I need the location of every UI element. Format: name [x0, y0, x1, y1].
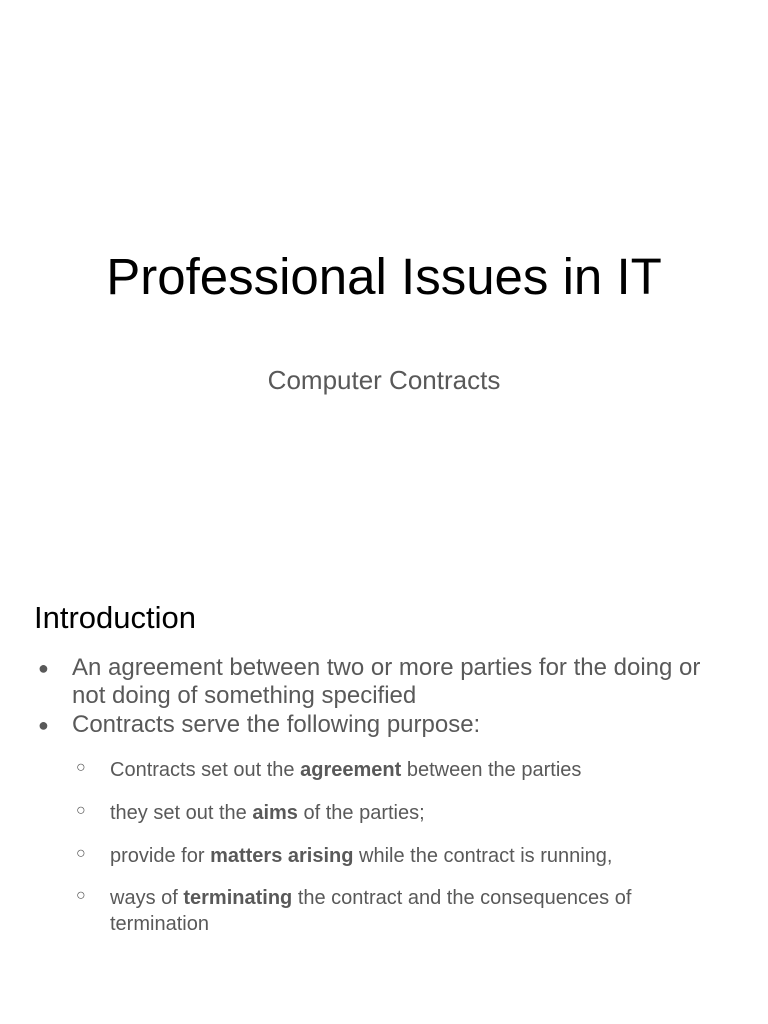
bullet-text: An agreement between two or more parties for the doing or not doing of something specified — [72, 654, 701, 709]
slide-title: Professional Issues in IT — [106, 248, 662, 305]
sub-bullet-item — [76, 800, 730, 826]
sub-bullet-circle-icon: ○ — [76, 802, 86, 819]
bullet-dot-icon: ● — [38, 715, 49, 735]
sub-bullet-text: Contracts set out the agreement between the parties — [110, 759, 582, 781]
slide-subtitle: Computer Contracts — [267, 365, 501, 395]
sub-bullet-item — [76, 843, 730, 869]
bullet-item — [38, 654, 712, 710]
sub-bullet-text: provide for matters arising while the contract is running, — [110, 845, 613, 867]
bullet-dot-icon: ● — [38, 658, 49, 678]
section-heading: Introduction — [34, 600, 196, 635]
bullet-item — [38, 711, 712, 739]
bullet-text: Contracts serve the following purpose: — [72, 711, 481, 738]
sub-bullet-item — [76, 757, 730, 783]
sub-bullet-text: they set out the aims of the parties; — [110, 802, 425, 824]
sub-bullet-circle-icon: ○ — [76, 887, 86, 904]
sub-bullet-circle-icon: ○ — [76, 845, 86, 862]
sub-bullet-item — [76, 885, 730, 937]
sub-bullet-text: ways of terminating the contract and the consequences of termination — [110, 887, 632, 935]
sub-bullet-circle-icon: ○ — [76, 759, 86, 776]
